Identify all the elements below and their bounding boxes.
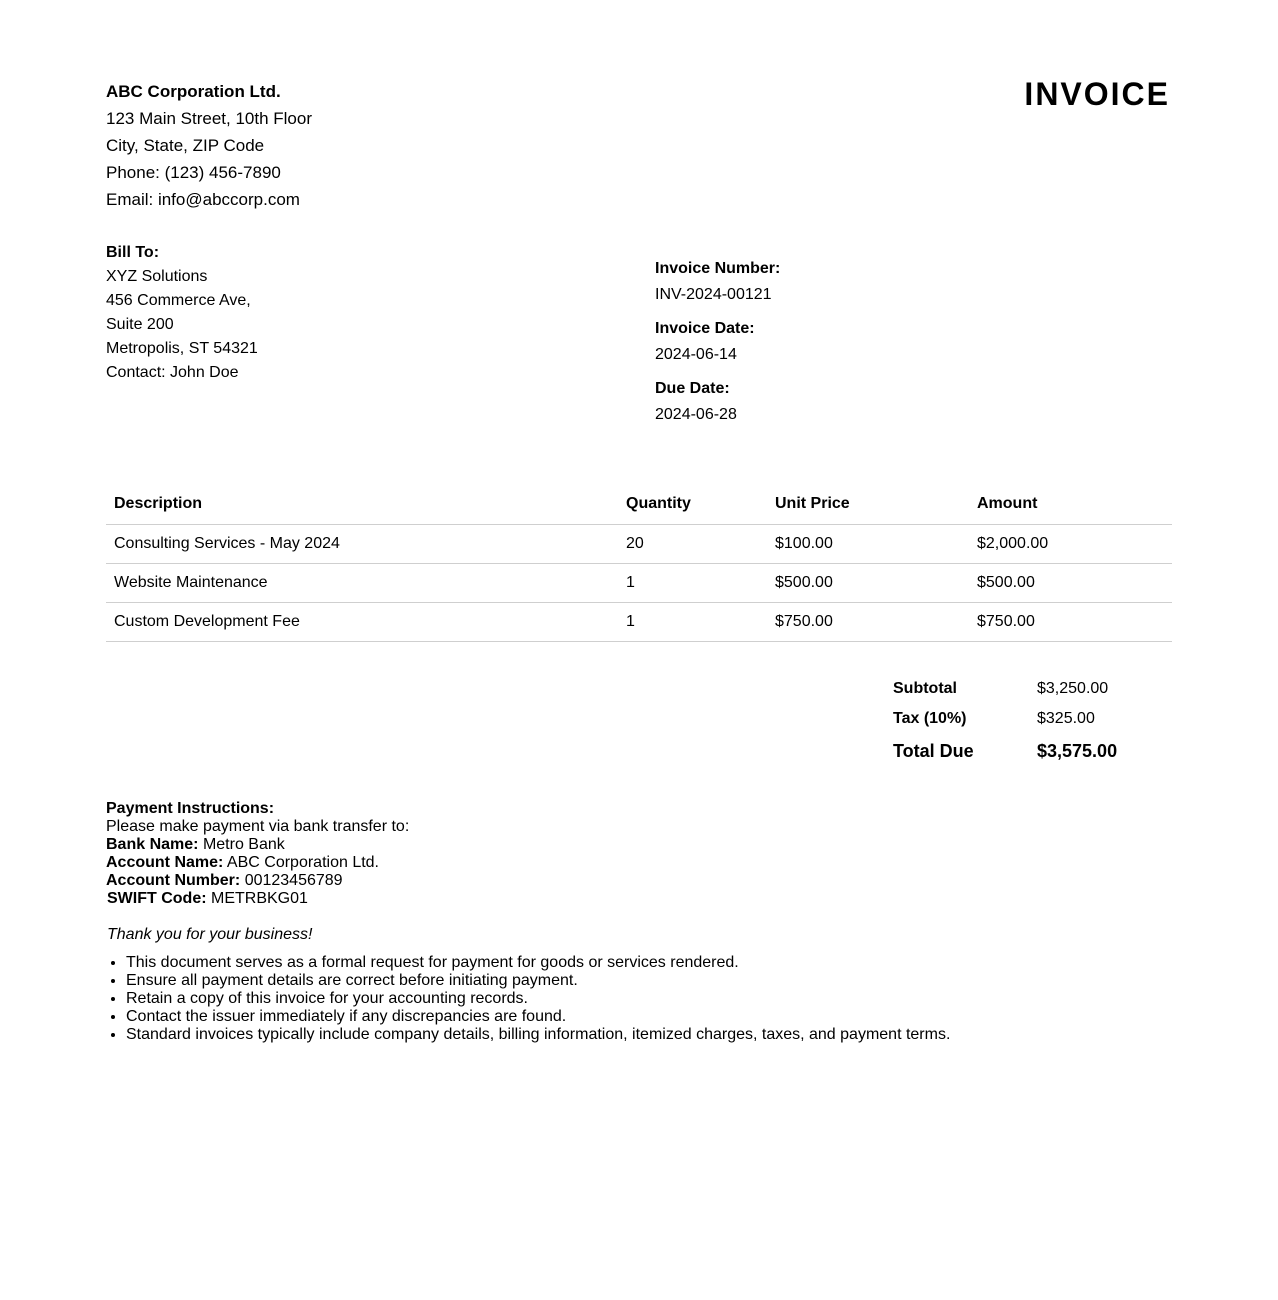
column-header-amount: Amount xyxy=(969,484,1172,525)
cell-description: Custom Development Fee xyxy=(106,603,618,642)
subtotal-value: $3,250.00 xyxy=(1037,680,1109,697)
line-items-table xyxy=(106,484,1172,642)
bill-to-line: 456 Commerce Ave, xyxy=(106,292,251,309)
account-number-value: 00123456789 xyxy=(244,872,343,889)
cell-description: Consulting Services - May 2024 xyxy=(106,525,618,564)
invoice-date-value: 2024-06-14 xyxy=(655,346,737,363)
cell-amount: $750.00 xyxy=(969,603,1172,642)
total-due-row xyxy=(893,734,1117,768)
company-name: ABC Corporation Ltd. xyxy=(106,82,281,101)
invoice-number-label: Invoice Number: xyxy=(655,260,781,277)
totals-summary xyxy=(893,674,1117,768)
account-number-label: Account Number: xyxy=(106,872,241,889)
payment-instructions-label: Payment Instructions: xyxy=(106,800,275,817)
payment-intro: Please make payment via bank transfer to: xyxy=(106,818,410,835)
subtotal-row xyxy=(893,674,1117,704)
table-row xyxy=(106,603,1172,642)
invoice-title: INVOICE xyxy=(1024,76,1170,112)
company-info xyxy=(106,78,312,213)
swift-code-label: SWIFT Code: xyxy=(107,890,207,907)
bank-name-label: Bank Name: xyxy=(106,836,199,853)
invoice-number-value: INV-2024-00121 xyxy=(655,286,772,303)
company-address-line-1: 123 Main Street, 10th Floor xyxy=(106,109,313,128)
invoice-date-label: Invoice Date: xyxy=(655,320,755,337)
cell-quantity: 1 xyxy=(618,603,767,642)
cell-unit-price: $500.00 xyxy=(767,564,969,603)
invoice-page xyxy=(106,0,1172,1300)
bill-to-line: XYZ Solutions xyxy=(106,268,208,285)
bill-to-section xyxy=(106,241,258,385)
company-email: Email: info@abccorp.com xyxy=(106,190,300,209)
thank-you-note: Thank you for your business! xyxy=(107,926,313,943)
total-due-label: Total Due xyxy=(893,740,974,761)
list-item: • Contact the issuer immediately if any discrepancies are found. xyxy=(126,1008,950,1026)
column-header-description: Description xyxy=(106,484,618,525)
table-row xyxy=(106,564,1172,603)
subtotal-label: Subtotal xyxy=(893,680,957,697)
account-name-value: ABC Corporation Ltd. xyxy=(226,854,379,871)
bank-name-value: Metro Bank xyxy=(202,836,285,853)
cell-amount: $2,000.00 xyxy=(969,525,1172,564)
cell-amount: $500.00 xyxy=(969,564,1172,603)
due-date-label: Due Date: xyxy=(655,380,730,397)
bill-to-line: Contact: John Doe xyxy=(106,364,239,381)
account-name-line xyxy=(106,854,409,872)
tax-value: $325.00 xyxy=(1037,710,1095,727)
swift-code-line xyxy=(106,890,409,908)
cell-quantity: 20 xyxy=(618,525,767,564)
invoice-meta xyxy=(655,257,780,437)
account-name-label: Account Name: xyxy=(106,854,224,871)
notes-list xyxy=(106,954,950,1044)
bank-name-line xyxy=(106,836,409,854)
cell-unit-price: $750.00 xyxy=(767,603,969,642)
account-number-line xyxy=(106,872,409,890)
company-address-line-2: City, State, ZIP Code xyxy=(106,136,265,155)
swift-code-value: METRBKG01 xyxy=(211,890,308,907)
bill-to-label: Bill To: xyxy=(106,244,160,261)
bill-to-line: Metropolis, ST 54321 xyxy=(106,340,258,357)
tax-row xyxy=(893,704,1117,734)
column-header-quantity: Quantity xyxy=(618,484,767,525)
list-item: • Retain a copy of this invoice for your accounting records. xyxy=(126,990,950,1008)
cell-unit-price: $100.00 xyxy=(767,525,969,564)
list-item: • Standard invoices typically include company details, billing information, itemized charges, taxes, and payment terms. xyxy=(126,1026,950,1044)
table-row xyxy=(106,525,1172,564)
list-item: • Ensure all payment details are correct before initiating payment. xyxy=(126,972,950,990)
cell-description: Website Maintenance xyxy=(106,564,618,603)
table-header-row xyxy=(106,484,1172,525)
bill-to-line: Suite 200 xyxy=(106,316,174,333)
payment-instructions xyxy=(106,800,409,908)
due-date-value: 2024-06-28 xyxy=(655,406,737,423)
tax-label: Tax (10%) xyxy=(893,710,967,727)
list-item: • This document serves as a formal request for payment for goods or services rendered. xyxy=(126,954,950,972)
total-due-value: $3,575.00 xyxy=(1037,740,1118,761)
cell-quantity: 1 xyxy=(618,564,767,603)
column-header-unit-price: Unit Price xyxy=(767,484,969,525)
company-phone: Phone: (123) 456-7890 xyxy=(106,163,281,182)
